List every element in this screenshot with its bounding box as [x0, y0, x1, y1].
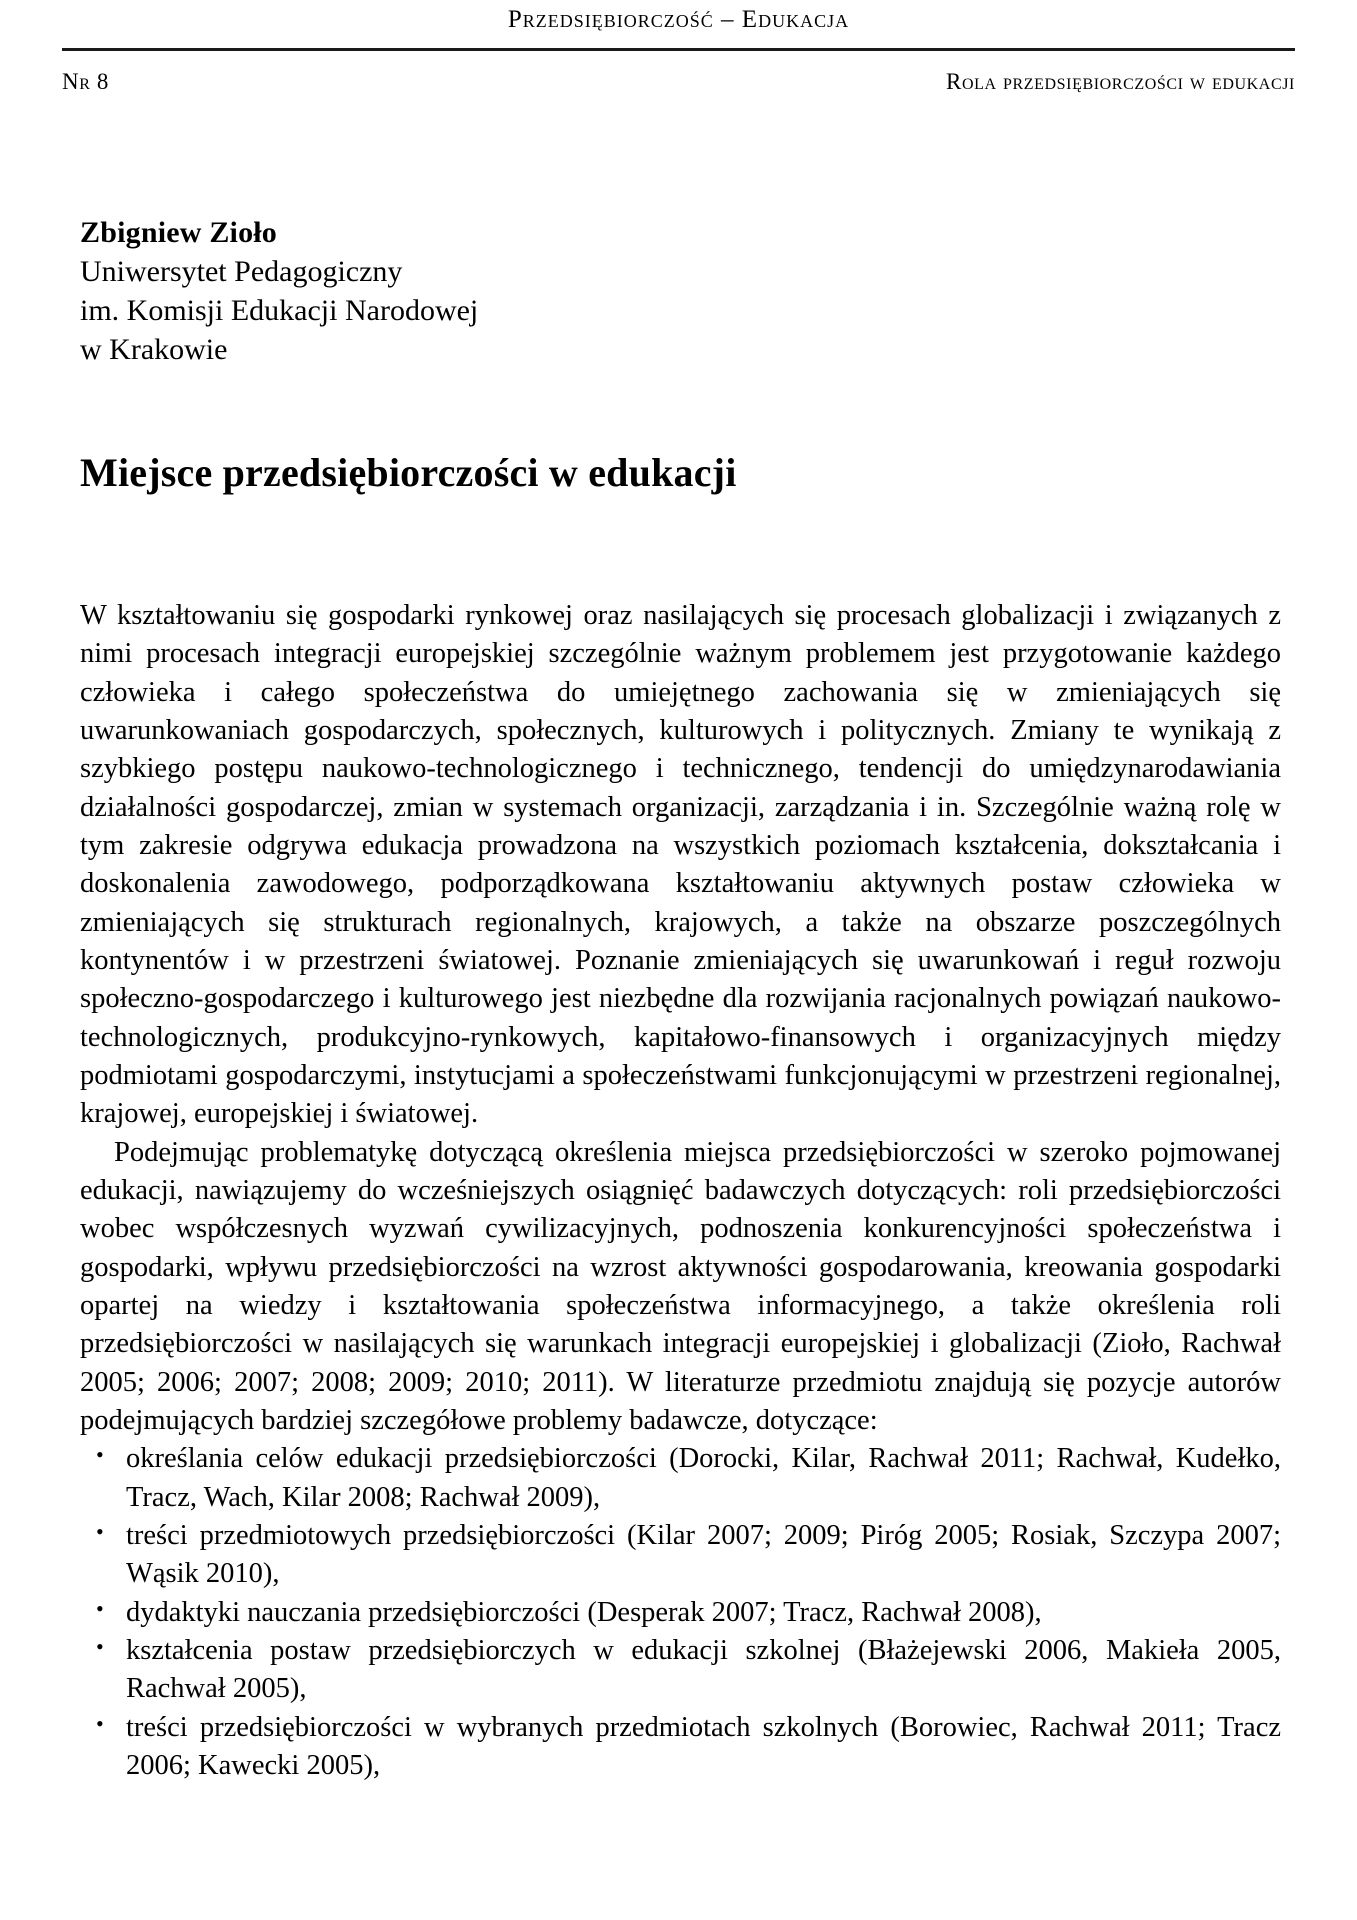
list-item [80, 1632, 1281, 1709]
author-block [80, 213, 1295, 369]
author-name: Zbigniew Zioło [80, 216, 278, 249]
bullet-icon: • [96, 1442, 104, 1468]
list-item [80, 1594, 1281, 1632]
list-item [80, 1517, 1281, 1594]
article-body [80, 597, 1281, 1785]
list-item-label: treści przedsiębiorczości w wybranych przedmiotach szkolnych (Borowiec, Rachwał 2011; Tracz 2006; Kawecki 2005), [126, 1711, 1281, 1781]
list-item [80, 1440, 1281, 1517]
list-item-label: określania celów edukacji przedsiębiorczości (Dorocki, Kilar, Rachwał 2011; Rachwał, Kudełko, Tracz, Wach, Kilar 2008; Rachwał 2009), [126, 1443, 1281, 1513]
header-rule [62, 48, 1295, 51]
research-topics-list [80, 1440, 1281, 1785]
bullet-icon: • [96, 1518, 104, 1544]
bullet-icon: • [96, 1633, 104, 1659]
issue-number: Nr 8 [62, 69, 109, 94]
article-title: Miejsce przedsiębiorczości w edukacji [80, 450, 737, 495]
body-paragraph: Podejmując problematykę dotyczącą określenia miejsca przedsiębiorczości w szeroko pojmowanej edukacji, nawiązujemy do wcześniejszych osiągnięć badawczych dotyczących: roli przedsiębiorczości wobec współczesnych wyzwań cywilizacyjnych, podnoszenia konkurencyjności społeczeństwa i gospodarki, wpływu przedsiębiorczości na wzrost aktywności gospodarowania, kreowania gospodarki opartej na wiedzy i kształtowania społeczeństwa informacyjnego, a także określenia roli przedsiębiorczości w nasilających się warunkach integracji europejskiej i globalizacji (Zioło, Rachwał 2005; 2006; 2007; 2008; 2009; 2010; 2011). W literaturze przedmiotu znajdują się pozycje autorów podejmujących bardziej szczegółowe problemy badawcze, dotyczące: [80, 1136, 1281, 1436]
author-affiliation-line-3: w Krakowie [80, 333, 228, 366]
list-item-label: treści przedmiotowych przedsiębiorczości (Kilar 2007; 2009; Piróg 2005; Rosiak, Szczypa 2007; Wąsik 2010), [126, 1519, 1281, 1590]
list-item [80, 1709, 1281, 1786]
bullet-icon: • [96, 1595, 104, 1621]
list-item-label: kształcenia postaw przedsiębiorczych w edukacji szkolnej (Błażejewski 2006, Makieła 2005, Rachwał 2005), [126, 1634, 1281, 1705]
author-affiliation-line-2: im. Komisji Edukacji Narodowej [80, 294, 479, 327]
folio-row [62, 69, 1295, 95]
body-paragraph: W kształtowaniu się gospodarki rynkowej oraz nasilających się procesach globalizacji i związanych z nimi procesach integracji europejskiej szczególnie ważnym problemem jest przygotowanie każdego człowieka i całego społeczeństwa do umiejętnego zachowania się w zmieniających się uwarunkowaniach gospodarczych, społecznych, kulturowych i politycznych. Zmiany te wynikają z szybkiego postępu naukowo-technologicznego i technicznego, tendencji do umiędzynarodawiania działalności gospodarczej, zmian w systemach organizacji, zarządzania i in. Szczególnie ważną rolę w tym zakresie odgrywa edukacja prowadzona na wszystkich poziomach kształcenia, dokształcania i doskonalenia zawodowego, podporządkowana kształtowaniu aktywnych postaw człowieka w zmieniających się strukturach regionalnych, krajowych, a także na obszarze poszczególnych kontynentów i w przestrzeni światowej. Poznanie zmieniających się uwarunkowań i reguł rozwoju społeczno-gospodarczego i kulturowego jest niezbędne dla rozwijania racjonalnych powiązań naukowo-technologicznych, produkcyjno-rynkowych, kapitałowo-finansowych i organizacyjnych między podmiotami gospodarczymi, instytucjami a społeczeństwami funkcjonującymi w przestrzeni regionalnej, krajowej, europejskiej i światowej. [80, 600, 1281, 1130]
bullet-icon: • [96, 1710, 104, 1736]
section-running-head: Rola przedsiębiorczości w edukacji [946, 69, 1295, 94]
list-item-label: dydaktyki nauczania przedsiębiorczości (Desperak 2007; Tracz, Rachwał 2008), [126, 1596, 1042, 1628]
journal-running-head: Przedsiębiorczość – Edukacja [507, 6, 850, 33]
author-affiliation-line-1: Uniwersytet Pedagogiczny [80, 255, 403, 288]
